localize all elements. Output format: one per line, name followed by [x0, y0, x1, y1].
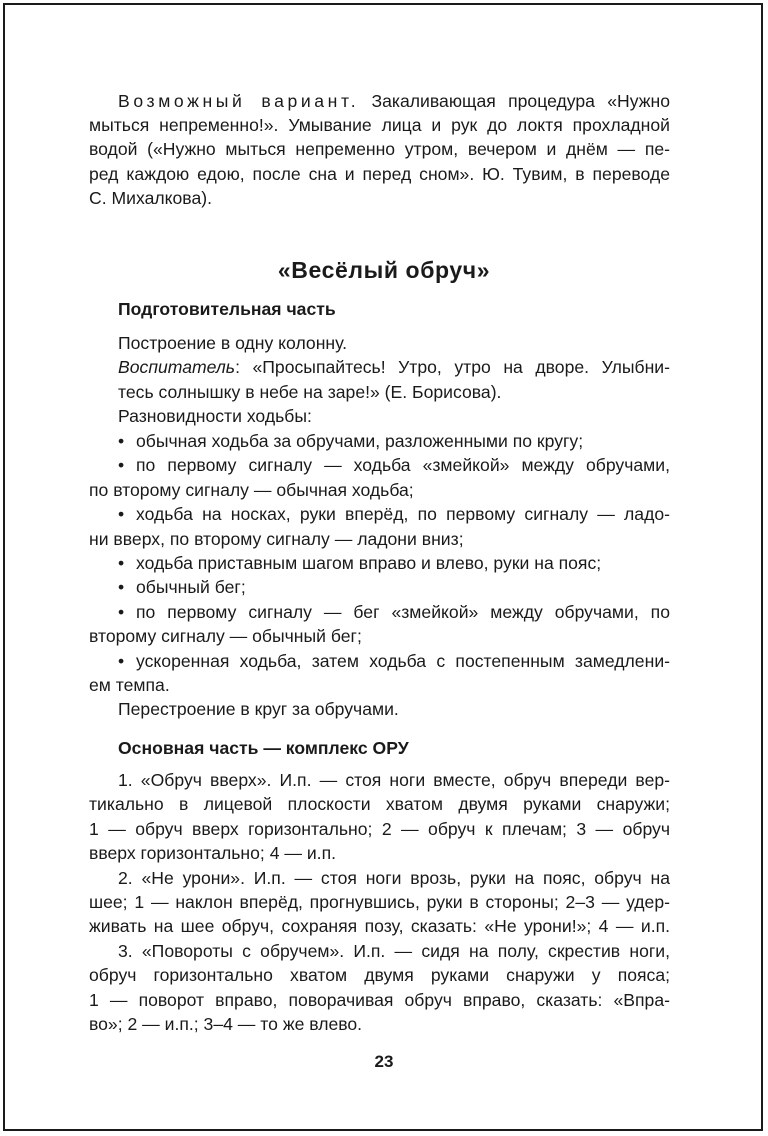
- exercise-line: живать на шее обруч, сохраняя позу, сказать: «Не урони!»; 4 — и.п.: [89, 916, 670, 937]
- walking-list: [89, 429, 670, 722]
- intro-lines: [89, 113, 670, 211]
- exercise-line: обруч горизонтально хватом двумя руками снаружи у пояса;: [89, 965, 670, 986]
- list-item-text: ем темпа.: [89, 675, 170, 696]
- speaker-label: Воспитатель: [118, 357, 236, 378]
- exercise-line: во»; 2 — и.п.; 3–4 — то же влево.: [89, 1014, 363, 1035]
- intro-label: Возможный вариант.: [118, 91, 360, 111]
- exercise-line: 1 — поворот вправо, поворачивая обруч вправо, сказать: «Впра-: [89, 989, 670, 1010]
- list-item: [89, 649, 670, 698]
- exercise-item: [89, 768, 670, 866]
- exercise-list: [89, 768, 670, 1036]
- list-item-text: по первому сигналу — ходьба «змейкой» между обручами,: [136, 455, 670, 476]
- list-item-text: ускоренная ходьба, затем ходьба с постепенным замедлени-: [136, 650, 670, 671]
- exercise-line: 1. «Обруч вверх». И.п. — стоя ноги вместе, обруч впереди вер-: [118, 770, 670, 790]
- page-number: 23: [374, 1052, 394, 1071]
- intro-line: водой («Нужно мыться непременно утром, вечером и днём — пе-: [89, 139, 670, 160]
- walking-kinds: Разновидности ходьбы:: [118, 406, 312, 427]
- intro-line: С. Михалкова).: [89, 188, 212, 209]
- list-item-text: ходьба приставным шагом вправо и влево, руки на пояс;: [136, 553, 602, 574]
- exercise-item: [89, 939, 670, 1037]
- intro-line: мыться непременно!». Умывание лица и рук до локтя прохладной: [89, 115, 670, 135]
- speech-line: : «Просыпайтесь! Утро, утро на дворе. Улыбни-: [235, 357, 670, 378]
- list-item: [89, 453, 670, 502]
- list-item: [118, 551, 670, 575]
- exercise-line: вверх горизонтально; 4 — и.п.: [89, 843, 336, 864]
- bullet-icon: •: [118, 504, 125, 525]
- lesson-title: «Весёлый обруч»: [277, 257, 491, 283]
- intro-line: Закаливающая процедура «Нужно: [371, 91, 670, 111]
- section1-body: [118, 331, 670, 380]
- intro-paragraph: [118, 89, 670, 113]
- exercise-line: тикально в лицевой плоскости хватом двумя руками снаружи;: [89, 794, 670, 815]
- bullet-icon: •: [118, 650, 125, 671]
- bullet-icon: •: [118, 577, 125, 598]
- list-item-text: по первому сигналу — бег «змейкой» между обручами, по: [136, 601, 670, 622]
- formation-text: Построение в одну колонну.: [118, 333, 348, 353]
- list-item: [118, 575, 670, 599]
- section-heading: [118, 297, 670, 321]
- list-item-text: ходьба на носках, руки вперёд, по первому сигналу — ладо-: [136, 504, 670, 525]
- list-item-text: обычный бег;: [136, 577, 246, 598]
- bullet-icon: •: [118, 455, 125, 476]
- bullet-icon: •: [118, 553, 125, 574]
- exercise-line: 2. «Не урони». И.п. — стоя ноги врозь, руки на пояс, обруч на: [118, 867, 670, 888]
- exercise-line: 3. «Повороты с обручем». И.п. — сидя на полу, скрестив ноги,: [118, 940, 670, 961]
- section2-heading: Основная часть — комплекс ОРУ: [118, 738, 409, 758]
- list-item-text: ни вверх, по второму сигналу — ладони вниз;: [89, 528, 464, 549]
- speech-line: тесь солнышку в небе на заре!» (Е. Борисова).: [118, 382, 502, 402]
- section-heading: [118, 736, 670, 760]
- list-item-text: второму сигналу — обычный бег;: [89, 626, 362, 647]
- section1-heading: Подготовительная часть: [118, 299, 336, 319]
- section1-body-cont: [118, 380, 670, 429]
- closing-text: Перестроение в круг за обручами.: [118, 699, 399, 720]
- list-item-text: по второму сигналу — обычная ходьба;: [89, 479, 414, 500]
- list-item: [89, 502, 670, 551]
- list-item: [89, 600, 670, 649]
- list-item: [118, 429, 670, 453]
- exercise-item: [89, 866, 670, 939]
- exercise-line: 1 — обруч вверх горизонтально; 2 — обруч к плечам; 3 — обруч: [89, 818, 670, 839]
- bullet-icon: •: [118, 601, 125, 622]
- list-item-text: обычная ходьба за обручами, разложенными по кругу;: [136, 431, 584, 451]
- bullet-icon: •: [118, 431, 125, 451]
- intro-line: ред каждою едою, после сна и перед сном». Ю. Тувим, в переводе: [89, 163, 670, 184]
- exercise-line: шее; 1 — наклон вперёд, прогнувшись, руки в стороны; 2–3 — удер-: [89, 892, 670, 913]
